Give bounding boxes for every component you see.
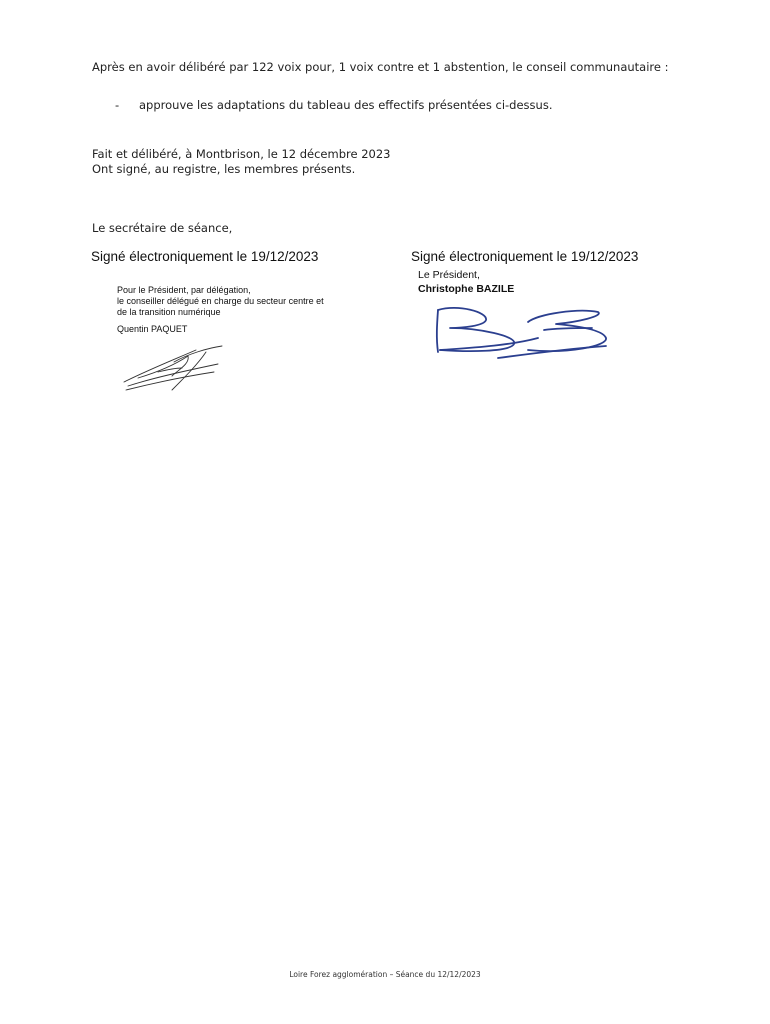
left-signatory-name: Quentin PAQUET [117, 324, 188, 334]
left-handwritten-signature [118, 342, 230, 394]
page-footer: Loire Forez agglomération – Séance du 12/12/2023 [289, 970, 481, 979]
left-electronic-signature-label: Signé électroniquement le 19/12/2023 [91, 249, 319, 264]
left-signature-stamp [117, 285, 324, 318]
stamp-delegation-line: Pour le Président, par délégation, [117, 285, 251, 295]
bullet-item-approve: approuve les adaptations du tableau des effectifs présentées ci-dessus. [139, 98, 553, 112]
right-signature-stamp [418, 268, 514, 296]
president-title: Le Président, [418, 269, 480, 281]
secretary-label: Le secrétaire de séance, [92, 221, 233, 235]
place-date-line: Fait et délibéré, à Montbrison, le 12 décembre 2023 [92, 147, 391, 161]
stamp-role-line-2: de la transition numérique [117, 307, 221, 317]
vote-paragraph: Après en avoir délibéré par 122 voix pour, 1 voix contre et 1 abstention, le conseil communautaire : [92, 60, 669, 74]
stamp-role-line: le conseiller délégué en charge du secteur centre et [117, 296, 324, 306]
bullet-marker: - [115, 98, 120, 112]
right-electronic-signature-label: Signé électroniquement le 19/12/2023 [411, 249, 639, 264]
president-name: Christophe BAZILE [418, 283, 515, 295]
right-handwritten-signature [428, 302, 618, 364]
signatories-line: Ont signé, au registre, les membres présents. [92, 162, 356, 176]
